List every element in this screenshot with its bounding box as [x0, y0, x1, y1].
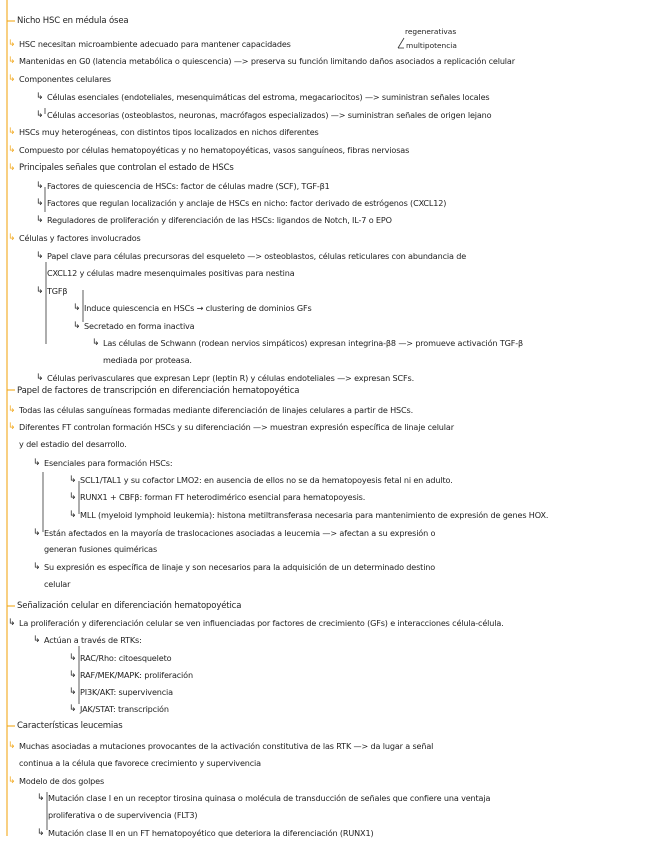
arrow-icon: ↳ [92, 338, 100, 348]
arrow-icon: ↳ [36, 286, 44, 296]
arrow-icon: ↳ [8, 741, 16, 751]
note-line: Componentes celulares [19, 74, 111, 84]
section-header: Características leucemias [17, 721, 123, 731]
note-line: CXCL12 y células madre mesenquimales positivas para nestina [47, 268, 295, 278]
arrow-icon: ↳ [69, 492, 77, 502]
note-line: Reguladores de proliferación y diferenciación de las HSCs: ligandos de Notch, IL-7 o EPO [47, 215, 392, 225]
arrow-icon: ↳ [69, 653, 77, 663]
arrow-icon: ↳ [36, 110, 44, 120]
note-line: Modelo de dos golpes [19, 776, 105, 786]
note-line: SCL1/TAL1 y su cofactor LMO2: en ausencia de ellos no se da hematopoyesis fetal ni en adulto. [80, 475, 453, 485]
note-line: Todas las células sanguíneas formadas mediante diferenciación de linajes celulares a partir de HSCs. [19, 405, 414, 415]
note-line: La proliferación y diferenciación celular se ven influenciadas por factores de crecimiento (GFs) e interacciones célula-célula. [19, 618, 504, 628]
arrow-icon: ↳ [33, 458, 41, 468]
arrow-icon: ↳ [8, 56, 16, 66]
note-line: proliferativa o de supervivencia (FLT3) [48, 810, 198, 820]
arrow-icon: ↳ [36, 215, 44, 225]
arrow-icon: ↳ [36, 251, 44, 261]
arrow-icon: ↳ [37, 828, 45, 838]
note-line: Compuesto por células hematopoyéticas y no hematopoyéticas, vasos sanguíneos, fibras nerviosas [19, 145, 410, 155]
note-line: MLL (myeloid lymphoid leukemia): histona metiltransferasa necesaria para mantenimiento de expresión de genes HOX. [80, 510, 549, 520]
note-side: regenerativas [405, 27, 457, 36]
arrow-icon: ↳ [69, 704, 77, 714]
note-line: Principales señales que controlan el estado de HSCs [19, 163, 234, 173]
arrow-icon: ↳ [33, 528, 41, 538]
note-line: RUNX1 + CBFβ: forman FT heterodimérico esencial para hematopoyesis. [80, 492, 366, 502]
arrow-icon: ↳ [73, 321, 81, 331]
note-line: Esenciales para formación HSCs: [44, 458, 173, 468]
arrow-icon: ↳ [36, 373, 44, 383]
section-header: Papel de factores de transcripción en diferenciación hematopoyética [17, 386, 300, 396]
arrow-icon: ↳ [36, 198, 44, 208]
arrow-icon: ↳ [69, 670, 77, 680]
arrow-icon: ↳ [36, 181, 44, 191]
note-line: Actúan a través de RTKs: [44, 635, 142, 645]
note-line: continua a la célula que favorece crecimiento y supervivencia [19, 758, 261, 768]
arrow-icon: ↳ [73, 303, 81, 313]
arrow-icon: ↳ [37, 793, 45, 803]
note-line: HSCs muy heterogéneas, con distintos tipos localizados en nichos diferentes [19, 127, 319, 137]
section-header: Señalización celular en diferenciación hematopoyética [17, 601, 242, 611]
arrow-icon: ↳ [69, 475, 77, 485]
arrow-icon: ↳ [8, 233, 16, 243]
note-line: Células perivasculares que expresan Lepr (leptin R) y células endoteliales —> expresan SCFs. [47, 373, 415, 383]
arrow-icon: ↳ [8, 405, 16, 415]
note-line: JAK/STAT: transcripción [80, 704, 169, 714]
note-line: Induce quiescencia en HSCs → clustering de dominios GFs [84, 303, 312, 313]
note-line: Factores de quiescencia de HSCs: factor de células madre (SCF), TGF-β1 [47, 181, 330, 191]
note-line: Secretado en forma inactiva [84, 321, 195, 331]
arrow-icon: ↳ [8, 145, 16, 155]
arrow-icon: ↳ [69, 687, 77, 697]
note-line: RAC/Rho: citoesqueleto [80, 653, 172, 663]
arrow-icon: ↳ [33, 562, 41, 572]
note-line: generan fusiones quiméricas [44, 544, 158, 554]
note-line: Están afectados en la mayoría de traslocaciones asociadas a leucemia —> afectan a su expresión o [44, 528, 436, 538]
arrow-icon: ↳ [8, 618, 16, 628]
note-line: Las células de Schwann (rodean nervios simpáticos) expresan integrina-β8 —> promueve activación TGF-β [103, 338, 524, 348]
note-line: PI3K/AKT: supervivencia [80, 687, 173, 697]
note-line: Mantenidas en G0 (latencia metabólica o quiescencia) —> preserva su función limitando daños asociados a replicación celular [19, 56, 515, 66]
arrow-icon: ↳ [8, 422, 16, 432]
arrow-icon: ↳ [8, 74, 16, 84]
note-line: Células accesorias (osteoblastos, neuronas, macrófagos especializados) —> suministran señales de origen lejano [47, 110, 492, 120]
note-line: Células esenciales (endoteliales, mesenquimáticas del estroma, megacariocitos) —> suministran señales locales [47, 92, 490, 102]
bracket-slant [398, 38, 404, 48]
note-line: Factores que regulan localización y anclaje de HSCs en nicho: factor derivado de estrógenos (CXCL12) [47, 198, 447, 208]
note-line: Células y factores involucrados [19, 233, 141, 243]
arrow-icon: ↳ [33, 635, 41, 645]
note-line: HSC necesitan microambiente adecuado para mantener capacidades [19, 39, 291, 49]
note-line: Muchas asociadas a mutaciones provocantes de la activación constitutiva de las RTK —> da lugar a señal [19, 741, 434, 751]
note-line: y del estadio del desarrollo. [19, 439, 127, 449]
arrow-icon: ↳ [8, 39, 16, 49]
note-line: Papel clave para células precursoras del esqueleto —> osteoblastos, células reticulares con abundancia de [47, 251, 467, 261]
arrow-icon: ↳ [69, 510, 77, 520]
arrow-icon: ↳ [8, 776, 16, 786]
note-line: Diferentes FT controlan formación HSCs y su diferenciación —> muestran expresión específica de linaje celular [19, 422, 454, 432]
section-header: Nicho HSC en médula ósea [17, 16, 129, 26]
note-line: RAF/MEK/MAPK: proliferación [80, 670, 193, 680]
arrow-icon: ↳ [8, 127, 16, 137]
note-line: Mutación clase II en un FT hematopoyético que deteriora la diferenciación (RUNX1) [48, 828, 374, 838]
note-line: TGFβ [47, 286, 68, 296]
note-side: multipotencia [406, 41, 457, 50]
note-line: celular [44, 579, 71, 589]
arrow-icon: ↳ [36, 92, 44, 102]
note-line: mediada por proteasa. [103, 355, 192, 365]
note-line: Mutación clase I en un receptor tirosina quinasa o molécula de transducción de señales que confiere una ventaja [48, 793, 491, 803]
note-line: Su expresión es específica de linaje y son necesarios para la adquisición de un determinado destino [44, 562, 436, 572]
arrow-icon: ↳ [8, 163, 16, 173]
